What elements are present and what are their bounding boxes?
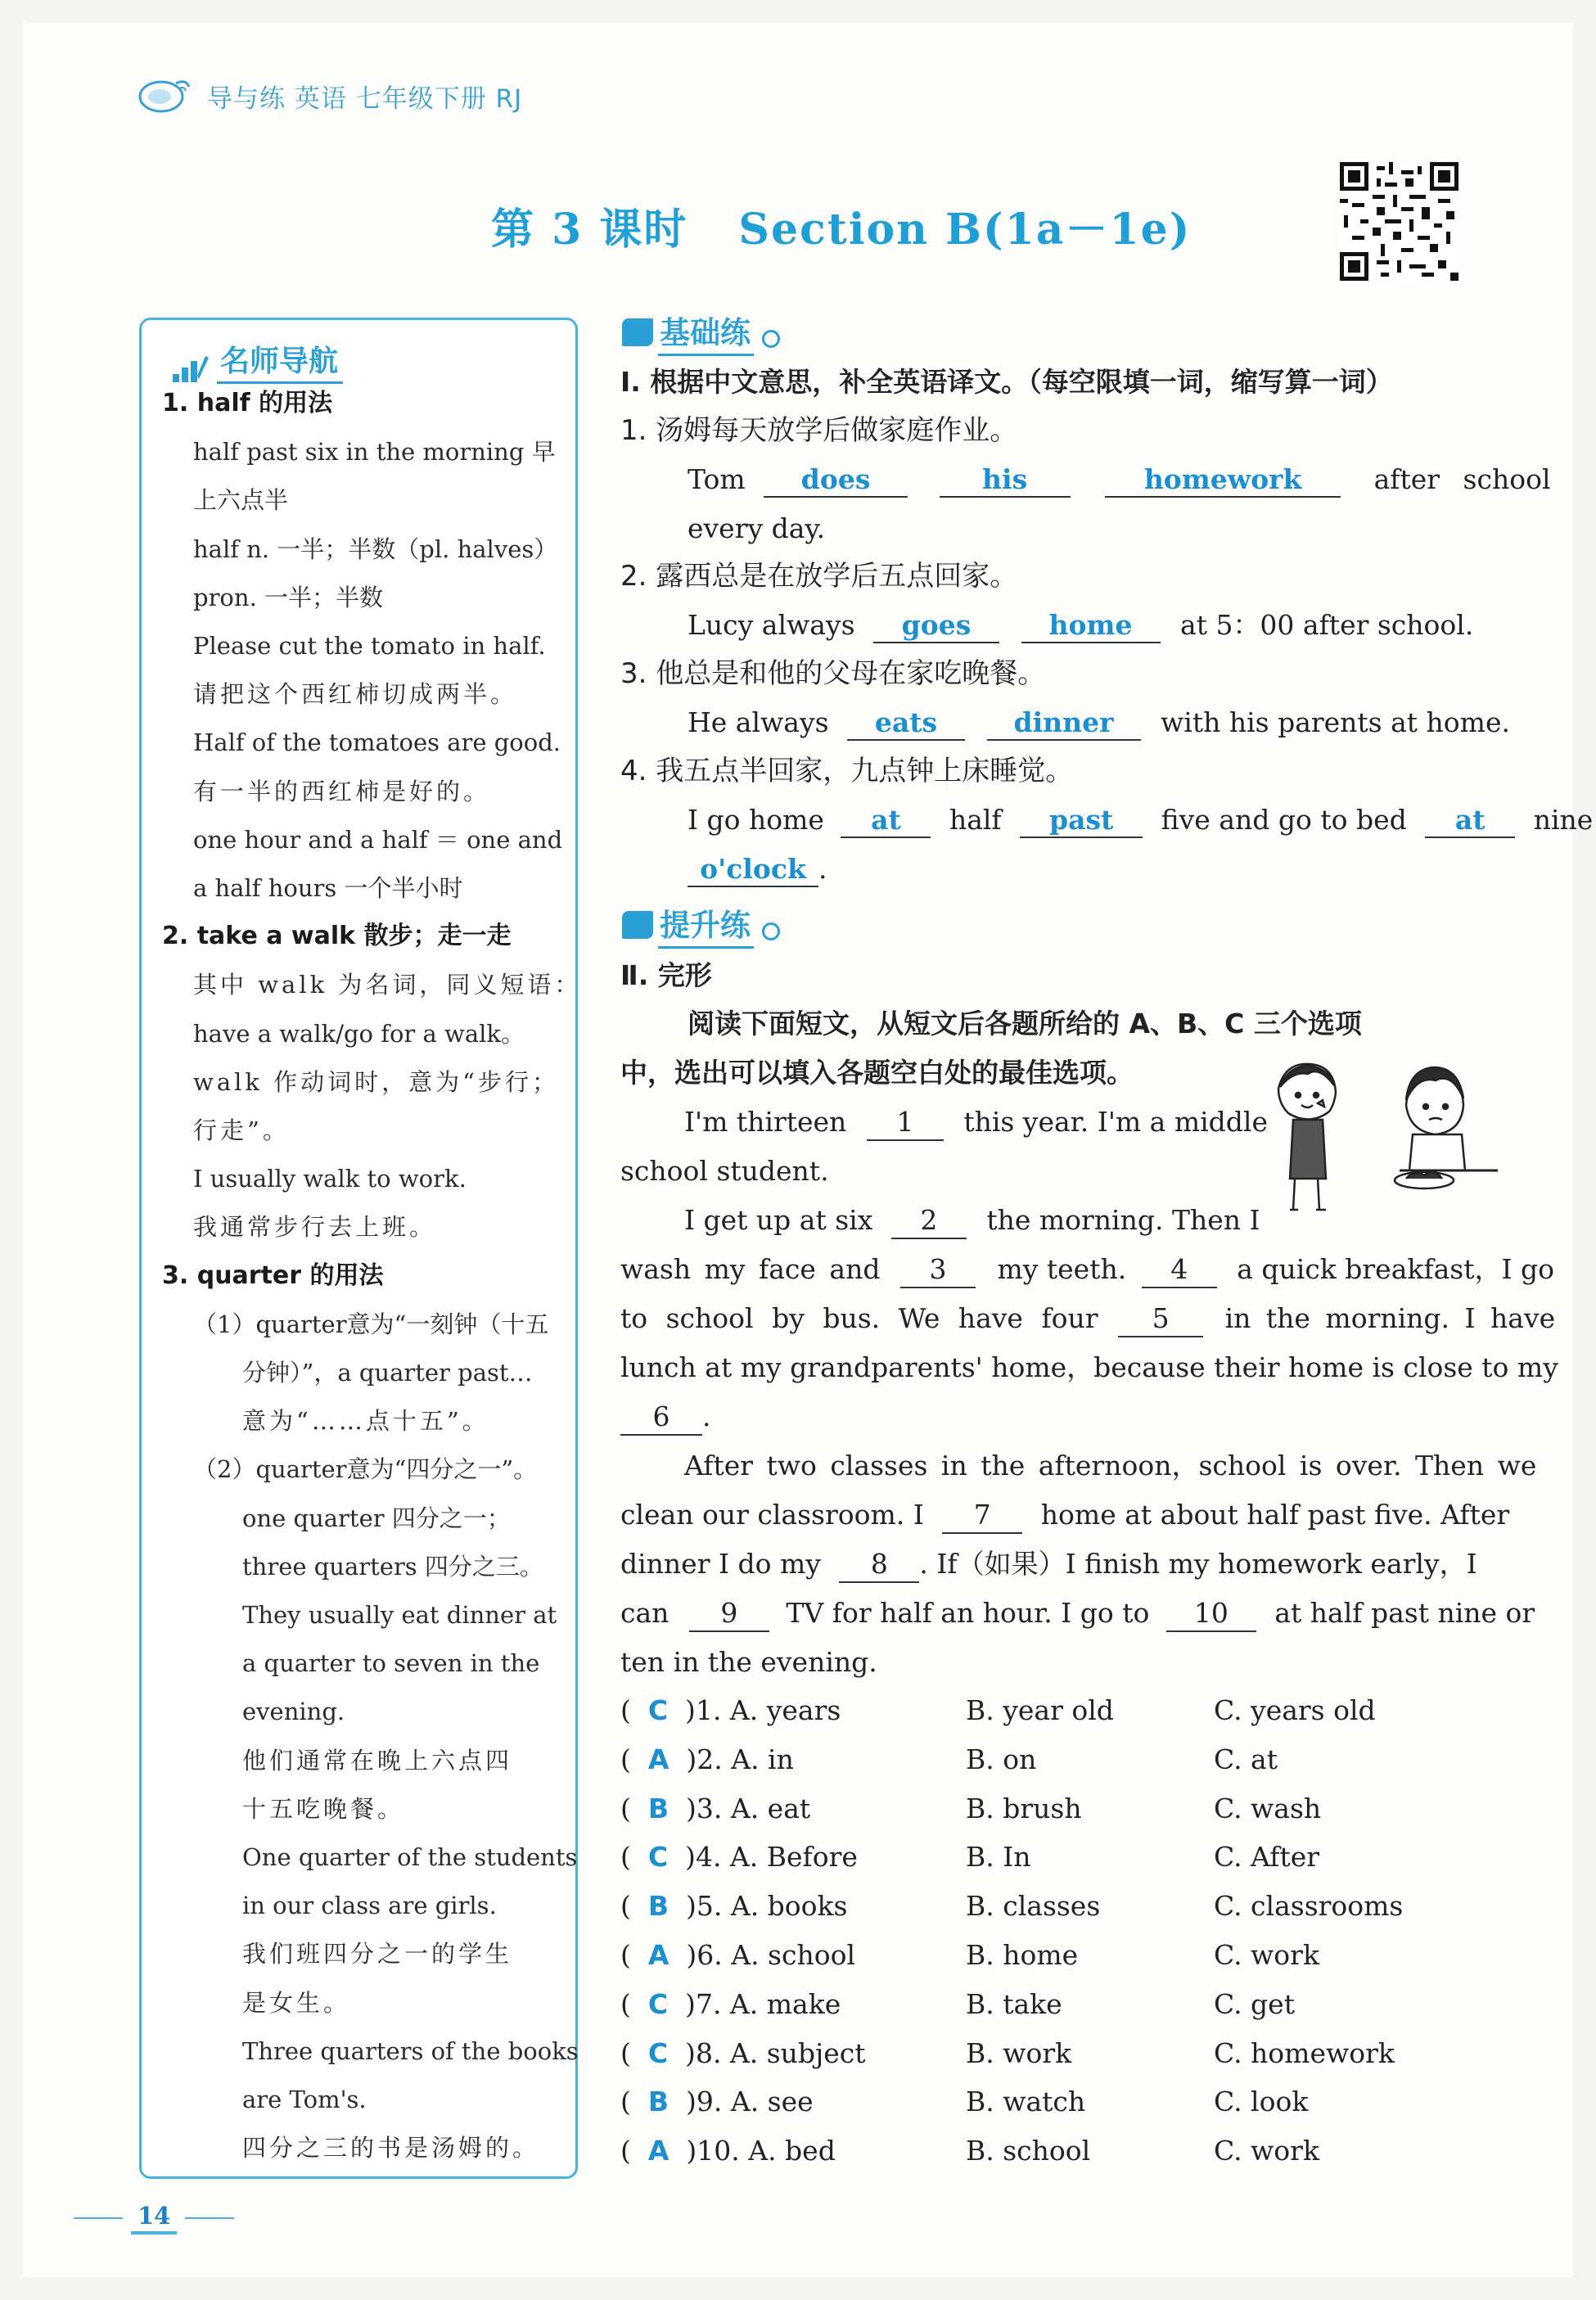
advance-practice-heading [622,900,780,949]
option-a: A. Before [729,1841,858,1873]
q4-continuation [688,852,827,887]
signal-bars-icon [171,354,210,384]
bookmark-icon [622,911,653,939]
question-number: 7 [695,1988,713,2020]
option-b: B. brush [966,1793,1082,1824]
cloze-blank-6[interactable]: 6 [620,1400,702,1436]
q3-chinese: 3. 他总是和他的父母在家吃晚餐。 [620,657,1046,690]
q3-pre: He always [688,706,829,738]
cloze-blank-9[interactable]: 9 [689,1596,769,1632]
passage-line-11 [620,1596,1535,1632]
q1-pre: Tom [688,463,746,495]
page-number [74,2202,234,2235]
passage-line-8: After two classes in the afternoon，school is over. Then we [684,1450,1537,1481]
q4-blank-1[interactable]: at [841,804,931,838]
question-number: 2 [697,1743,715,1775]
option-answer: ( B )3. A. eat [620,1793,811,1824]
circle-icon [762,922,780,940]
section-label: Section B(1a－1e) [738,205,1192,255]
option-a: A. subject [729,2037,866,2069]
guide-title: 名师导航 [217,338,343,384]
answer-letter[interactable]: B [647,1793,670,1824]
passage-text: to school by bus. We have four [620,1302,1098,1334]
guide-text-line: 我们班四分之一的学生 [242,1940,513,1968]
guide-text-line: a quarter to seven in the [242,1649,540,1677]
passage-text: my teeth. [997,1253,1127,1285]
guide-text-line: Please cut the tomato in half. [193,632,546,660]
cloze-blank-1[interactable]: 1 [867,1105,944,1141]
guide-text-line: 意为“……点十五”。 [242,1407,489,1435]
q1-blank-1[interactable]: does [764,463,908,498]
passage-text: I'm thirteen [684,1106,847,1138]
q3-blank-2[interactable]: dinner [987,706,1141,741]
question-number: 3 [696,1793,714,1824]
basic-instruction: Ⅰ. 根据中文意思，补全英语译文。（每空限填一词，缩写算一词） [620,366,1393,398]
answer-letter[interactable]: C [647,2037,669,2069]
option-a: A. see [730,2086,814,2117]
circle-icon [762,330,780,348]
passage-text: a quick breakfast，I go [1237,1253,1554,1285]
cloze-instruction-2: 中，选出可以填入各题空白处的最佳选项。 [620,1057,1134,1089]
q1-blank-2[interactable]: his [940,463,1071,498]
passage-text: can [620,1597,670,1629]
guide-text-line: 有一半的西红柿是好的。 [193,778,491,805]
question-number: 10 [697,2135,732,2167]
option-c: C. classrooms [1214,1890,1404,1922]
basic-heading-label: 基础练 [658,308,754,356]
guide-text-line: pron. 一半；半数 [193,584,384,611]
passage-text: this year. I'm a middle [963,1106,1269,1138]
guide-text-line: three quarters 四分之三。 [242,1553,543,1581]
option-c: C. get [1214,1988,1295,2020]
q4-post: nine [1533,804,1594,836]
option-answer: ( C )1. A. years [620,1694,841,1726]
answer-letter[interactable]: A [647,1939,670,1971]
answer-letter[interactable]: B [647,1890,670,1922]
guide-text-line: 请把这个西红柿切成两半。 [193,680,518,708]
option-b: B. on [966,1743,1037,1775]
boy-illustration-icon [1260,1056,1506,1215]
passage-line-6: lunch at my grandparents' home，because their home is close to my [620,1351,1558,1383]
lesson-label: 第 3 课时 [491,205,688,255]
cloze-blank-7[interactable]: 7 [942,1498,1022,1534]
option-a: A. in [731,1743,794,1775]
answer-letter[interactable]: C [647,1988,669,2020]
option-answer: ( B )5. A. books [620,1890,848,1922]
option-a: A. years [729,1694,841,1726]
passage-text: in the morning. I have [1224,1302,1556,1334]
guide-text-line: 四分之三的书是汤姆的。 [242,2134,540,2162]
passage-text: the morning. Then I [986,1204,1260,1236]
passage-text: I get up at six [684,1204,873,1236]
passage-text: . If（如果）I finish my homework early，I [919,1548,1477,1580]
q3-blank-1[interactable]: eats [847,706,965,741]
bookmark-icon [622,318,653,346]
guide-text-line: （1）quarter意为“一刻钟（十五 [193,1310,549,1338]
cloze-blank-3[interactable]: 3 [900,1252,976,1288]
option-c: C. work [1214,1939,1319,1971]
book-header [135,75,522,116]
option-answer: ( C )4. A. Before [620,1841,858,1873]
header-text: 导与练 英语 七年级下册 RJ [207,83,523,114]
passage-line-2: school student. [620,1155,829,1187]
passage-line-9 [620,1498,1509,1534]
option-b: B. work [966,2037,1072,2069]
passage-line-4 [620,1252,1554,1288]
cloze-blank-10[interactable]: 10 [1166,1596,1256,1632]
cloze-part-title: Ⅱ. 完形 [620,959,712,991]
guide-heading [171,338,343,384]
option-b: B. school [966,2135,1091,2167]
answer-letter[interactable]: A [647,2135,670,2167]
option-b: B. home [966,1939,1079,1971]
answer-letter[interactable]: A [647,1743,670,1775]
question-number: 5 [696,1890,714,1922]
passage-line-3 [684,1203,1260,1239]
q4-blank-4[interactable]: o'clock [688,853,818,887]
option-b: B. classes [966,1890,1101,1922]
guide-text-line: 是女生。 [242,1989,351,2017]
q4-blank-2[interactable]: past [1020,804,1143,838]
guide-point-heading: 1. half 的用法 [162,389,333,417]
guide-text-line: 我通常步行去上班。 [193,1213,437,1241]
option-a: A. bed [748,2135,836,2167]
q2-pre: Lucy always [688,609,855,641]
guide-text-line: 十五吃晚餐。 [242,1795,405,1823]
book-logo-icon [135,75,192,116]
passage-text: dinner I do my [620,1548,821,1580]
cloze-blank-4[interactable]: 4 [1142,1252,1217,1288]
answer-letter[interactable]: C [647,1841,669,1873]
option-a: A. eat [730,1793,811,1824]
basic-practice-heading [622,308,780,356]
option-c: C. at [1214,1743,1278,1775]
passage-text: TV for half an hour. I go to [786,1597,1150,1629]
q3-english [688,706,1510,741]
guide-text-line: walk 作动词时，意为“步行； [193,1068,560,1096]
q1-english [688,462,1551,498]
option-a: A. school [731,1939,856,1971]
question-number: 6 [697,1939,715,1971]
option-a: A. books [730,1890,848,1922]
q4-chinese: 4. 我五点半回家，九点钟上床睡觉。 [620,755,1074,787]
q4-mid-1: half [949,804,1002,836]
guide-text-line: 上六点半 [193,486,289,514]
option-answer: ( A )2. A. in [620,1743,794,1775]
q3-post: with his parents at home. [1161,706,1510,738]
cloze-blank-8[interactable]: 8 [839,1547,919,1583]
q1-chinese: 1. 汤姆每天放学后做家庭作业。 [620,414,1018,447]
option-c: C. work [1214,2135,1319,2167]
guide-text-line: a half hours 一个半小时 [193,874,463,902]
option-b: B. In [966,1841,1031,1873]
guide-point-heading: 2. take a walk 散步；走一走 [162,922,512,950]
option-b: B. year old [966,1694,1114,1726]
q2-blank-1[interactable]: goes [873,609,999,643]
guide-text-line: half past six in the morning 早 [193,438,556,466]
qr-code-icon[interactable] [1340,162,1458,281]
passage-text: wash my face and [620,1253,881,1285]
option-c: C. After [1214,1841,1320,1873]
divider [74,2217,123,2219]
advance-heading-label: 提升练 [658,900,754,949]
passage-line-5 [620,1301,1555,1337]
cloze-blank-2[interactable]: 2 [891,1203,967,1239]
option-answer: ( B )9. A. see [620,2086,814,2117]
passage-line-7 [620,1400,711,1436]
q2-post: at 5：00 after school. [1180,609,1474,641]
guide-text-line: half n. 一半；半数（pl. halves） [193,535,558,563]
guide-text-line: 分钟）”，a quarter past… [242,1359,533,1387]
passage-text: . [702,1400,711,1432]
page-number-label: 14 [131,2202,177,2235]
option-a: A. make [729,1988,841,2020]
q2-chinese: 2. 露西总是在放学后五点回家。 [620,560,1018,593]
option-answer: ( A )10. A. bed [620,2135,836,2167]
guide-text-line: 其中 walk 为名词，同义短语： [193,971,582,999]
option-c: C. homework [1214,2037,1395,2069]
option-c: C. look [1214,2086,1309,2117]
guide-text-line: 行走”。 [193,1116,290,1144]
question-number: 4 [695,1841,713,1873]
option-answer: ( C )8. A. subject [620,2037,866,2069]
option-b: B. watch [966,2086,1086,2117]
option-answer: ( A )6. A. school [620,1939,856,1971]
guide-text-line: are Tom's. [242,2086,367,2113]
passage-line-10 [620,1547,1477,1583]
q4-end: . [818,853,827,885]
guide-text-line: have a walk/go for a walk。 [193,1020,525,1048]
guide-text-line: They usually eat dinner at [242,1601,557,1629]
q1-blank-3[interactable]: homework [1105,463,1341,498]
guide-text-line: one hour and a half ＝ one and [193,826,563,854]
page-title [491,195,1191,256]
guide-text-line: One quarter of the students [242,1843,578,1871]
passage-text: home at about half past five. After [1040,1499,1510,1531]
question-number: 8 [695,2037,713,2069]
q4-blank-3[interactable]: at [1425,804,1515,838]
guide-text-line: in our class are girls. [242,1892,497,1919]
passage-text: at half past nine or [1274,1597,1535,1629]
guide-point-heading: 3. quarter 的用法 [162,1261,384,1290]
option-answer: ( C )7. A. make [620,1988,841,2020]
option-b: B. take [966,1988,1062,2020]
answer-letter[interactable]: C [647,1694,669,1726]
question-number: 1 [695,1694,713,1726]
q1-continuation: every day. [688,512,826,544]
divider [185,2217,234,2219]
option-c: C. wash [1214,1793,1322,1824]
question-number: 9 [696,2086,714,2117]
guide-text-line: evening. [242,1698,345,1725]
cloze-blank-5[interactable]: 5 [1118,1301,1203,1337]
guide-text-line: （2）quarter意为“四分之一”。 [193,1455,538,1483]
q4-mid-2: five and go to bed [1161,804,1407,836]
passage-line-12: ten in the evening. [620,1646,877,1678]
option-c: C. years old [1214,1694,1376,1726]
q4-english [688,803,1593,838]
guide-text-line: I usually walk to work. [193,1165,467,1193]
q2-english [688,608,1473,643]
guide-text-line: Half of the tomatoes are good. [193,728,561,756]
passage-text: clean our classroom. I [620,1499,924,1531]
q4-pre: I go home [688,804,824,836]
guide-text-line: one quarter 四分之一； [242,1504,511,1532]
guide-text-line: 他们通常在晚上六点四 [242,1747,513,1775]
guide-text-line: Three quarters of the books [242,2037,579,2065]
answer-letter[interactable]: B [647,2086,670,2117]
q2-blank-2[interactable]: home [1021,609,1161,643]
cloze-instruction-1: 阅读下面短文，从短文后各题所给的 A、B、C 三个选项 [688,1008,1362,1040]
q1-post: after school [1373,463,1551,495]
passage-line-1 [684,1105,1268,1141]
